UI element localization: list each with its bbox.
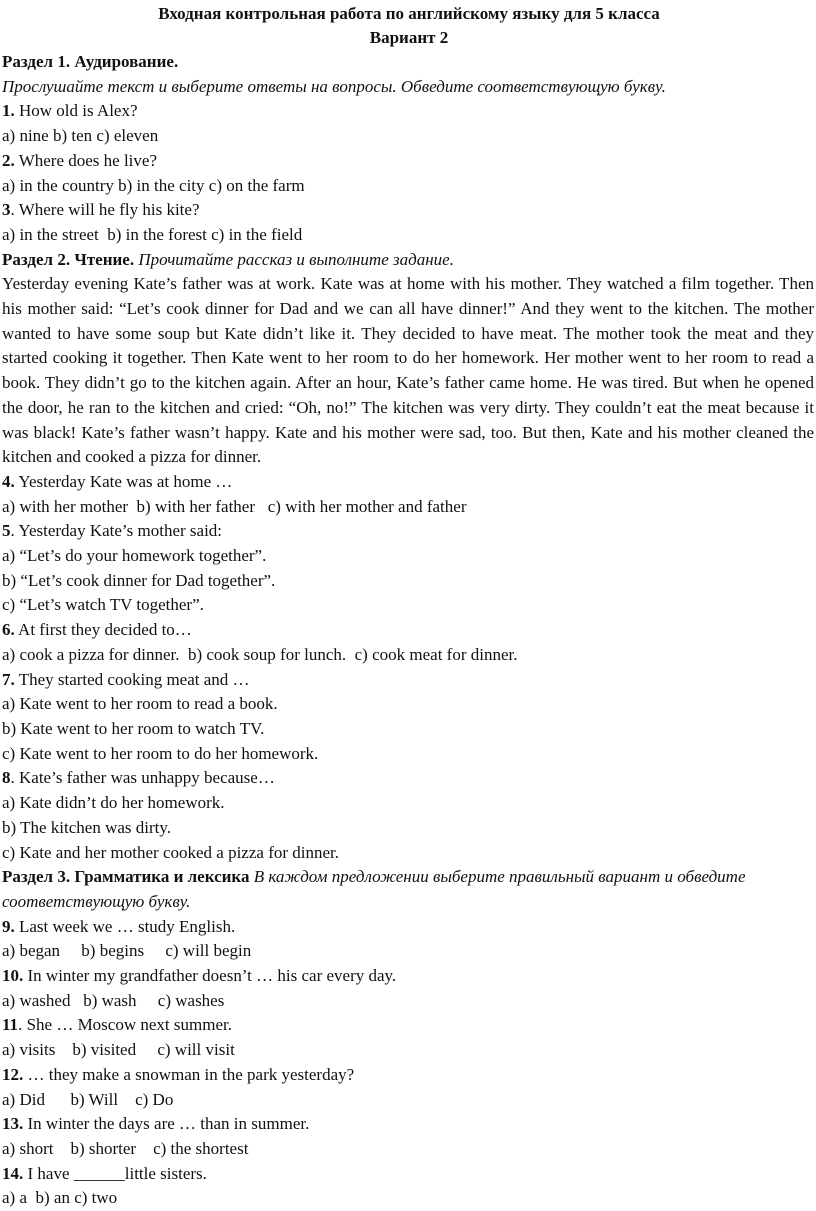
- question-4-option: a) with her mother b) with her father c) with her mother and father: [2, 496, 467, 516]
- question-text: They started cooking meat and …: [14, 669, 250, 689]
- question-10: [2, 964, 816, 989]
- question-number: 8: [2, 768, 11, 788]
- question-11-options: a) visits b) visited c) will visit: [2, 1040, 235, 1060]
- question-3-options: a) in the street b) in the forest c) in the field: [2, 224, 303, 244]
- question-number: 9.: [2, 916, 15, 936]
- question-number: 10.: [2, 966, 24, 986]
- section2-instruction: Прочитайте рассказ и выполните задание.: [138, 249, 454, 269]
- section3-instruction-cont: соответствующую букву.: [2, 891, 191, 911]
- question-5-option-c: c) “Let’s watch TV together”.: [2, 595, 204, 615]
- question-7-option-a: a) Kate went to her room to read a book.: [2, 694, 278, 714]
- question-text: In winter the days are … than in summer.: [23, 1114, 310, 1134]
- section1-heading: Раздел 1. Аудирование.: [2, 52, 179, 71]
- question-1-options: a) nine b) ten c) eleven: [2, 126, 159, 146]
- question-text: In winter my grandfather doesn’t … his car every day.: [23, 966, 397, 986]
- question-number: 12.: [2, 1064, 24, 1084]
- question-12-options: a) Did b) Will c) Do: [2, 1089, 174, 1109]
- question-14: [2, 1162, 816, 1187]
- reading-passage: Yesterday evening Kate’s father was at work. Kate was at home with his mother. They watched a film together. Then his mother said: “Let’s cook dinner for Dad and we can all have dinner!” And they went to the kitchen. The mother wanted to have some soup but Kate didn’t like it. They decided to have meat. The mother took the meat and they started cooking it together. Then Kate went to her room to do her homework. Her mother went to her room to read a book. They didn’t go to the kitchen again. After an hour, Kate’s father came home. He was tired. But when he opened the door, he ran to the kitchen and cried: “Oh, no!” The kitchen was very dirty. They couldn’t eat the meat because it was black! Kate’s father wasn’t happy. Kate and his mother were sad, too. But then, Kate and his mother cleaned the kitchen and cooked a pizza for dinner.: [2, 274, 814, 467]
- question-5: [2, 519, 816, 544]
- section2-header: [2, 248, 816, 273]
- question-7-option-b: b) Kate went to her room to watch TV.: [2, 718, 265, 738]
- variant-label: Вариант 2: [369, 28, 449, 47]
- question-text: I have ______little sisters.: [23, 1163, 207, 1183]
- question-6: [2, 618, 816, 643]
- question-2-options: a) in the country b) in the city c) on the farm: [2, 175, 305, 195]
- question-text: . Where will he fly his kite?: [10, 200, 200, 220]
- question-9: [2, 915, 816, 940]
- question-number: 11: [2, 1015, 19, 1035]
- document-title: Входная контрольная работа по английскому языку для 5 класса: [158, 4, 660, 23]
- question-text: Last week we … study English.: [14, 916, 236, 936]
- question-text: At first they decided to…: [14, 620, 192, 640]
- question-number: 7.: [2, 669, 15, 689]
- question-8: [2, 766, 816, 791]
- question-6-option: a) cook a pizza for dinner. b) cook soup for lunch. c) cook meat for dinner.: [2, 644, 518, 664]
- question-8-option-a: a) Kate didn’t do her homework.: [2, 793, 225, 813]
- question-number: 4.: [2, 471, 15, 491]
- question-12: [2, 1063, 816, 1088]
- question-text: . Kate’s father was unhappy because…: [10, 768, 275, 788]
- question-10-options: a) washed b) wash c) washes: [2, 990, 225, 1010]
- question-11: [2, 1013, 816, 1038]
- question-4: [2, 470, 816, 495]
- question-5-option-a: a) “Let’s do your homework together”.: [2, 546, 267, 566]
- question-7: [2, 668, 816, 693]
- question-text: Where does he live?: [14, 150, 157, 170]
- question-8-option-b: b) The kitchen was dirty.: [2, 817, 172, 837]
- question-13-options: a) short b) shorter c) the shortest: [2, 1138, 249, 1158]
- section3-header: [2, 865, 816, 890]
- section3-instruction: В каждом предложении выберите правильный вариант и обведите: [249, 867, 746, 887]
- question-8-option-c: c) Kate and her mother cooked a pizza for dinner.: [2, 842, 340, 862]
- question-number: 2.: [2, 150, 15, 170]
- question-text: . Yesterday Kate’s mother said:: [10, 521, 223, 541]
- question-number: 3: [2, 200, 11, 220]
- question-5-option-b: b) “Let’s cook dinner for Dad together”.: [2, 570, 276, 590]
- question-13: [2, 1112, 816, 1137]
- section2-heading: Раздел 2. Чтение.: [2, 249, 135, 269]
- question-number: 5: [2, 521, 11, 541]
- section3-heading: Раздел 3. Грамматика и лексика: [2, 867, 250, 887]
- section1-instruction: Прослушайте текст и выберите ответы на вопросы. Обведите соответствующую букву.: [2, 76, 666, 96]
- question-2: [2, 149, 816, 174]
- question-number: 1.: [2, 101, 15, 121]
- question-3: [2, 198, 816, 223]
- question-number: 14.: [2, 1163, 24, 1183]
- question-text: How old is Alex?: [14, 101, 138, 121]
- question-text: … they make a snowman in the park yesterday?: [23, 1064, 355, 1084]
- question-7-option-c: c) Kate went to her room to do her homework.: [2, 743, 319, 763]
- question-9-options: a) began b) begins c) will begin: [2, 941, 252, 961]
- question-text: Yesterday Kate was at home …: [14, 471, 233, 491]
- question-14-options: a) a b) an c) two: [2, 1188, 118, 1208]
- question-number: 6.: [2, 620, 15, 640]
- question-text: . She … Moscow next summer.: [18, 1015, 232, 1035]
- question-1: [2, 99, 816, 124]
- question-number: 13.: [2, 1114, 24, 1134]
